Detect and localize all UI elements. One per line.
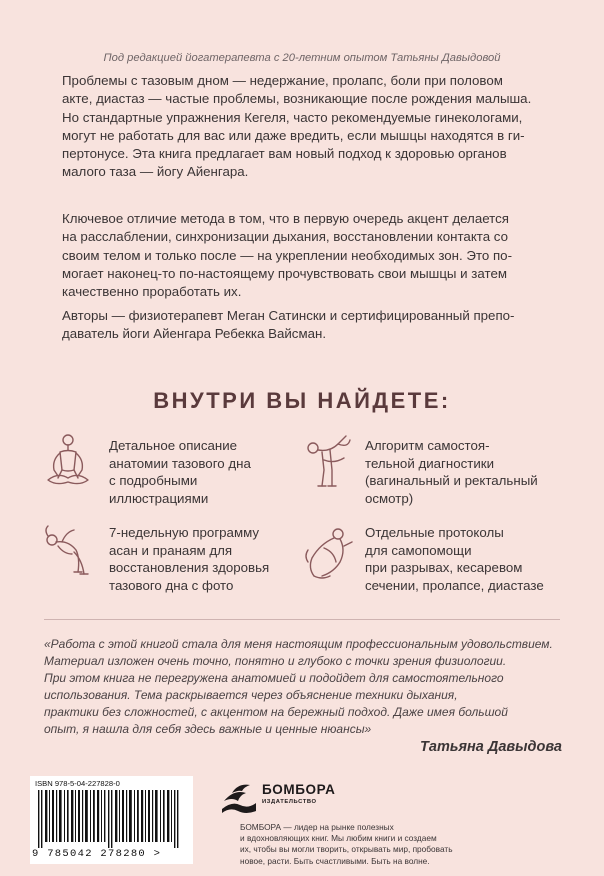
publisher-name: БОМБОРА: [262, 782, 336, 797]
method-paragraph: [62, 210, 562, 301]
editor-note: Под редакцией йогатерапевта с 20-летним опытом Татьяны Давыдовой: [103, 52, 501, 64]
text-line: пертонусе. Эта книга предлагает вам новый подход к здоровью органов: [62, 146, 507, 162]
text-line: и вдохновляющих книг. Мы любим книги и создаем: [240, 833, 437, 844]
authors-paragraph: [62, 307, 562, 344]
text-line: 7-недельную программу: [109, 525, 260, 540]
yoga-arm-balance-pose-icon: [300, 430, 356, 494]
barcode-bars: [38, 790, 186, 848]
text-line: При этом книга не перегружена анатомией и подойдет для самостоятельного: [44, 671, 504, 685]
text-line: могут не работать для вас или даже вредить, если мышцы находятся в ги-: [62, 127, 525, 143]
text-line: тазового дна с фото: [109, 578, 234, 594]
yoga-bow-pose-icon: [300, 522, 356, 586]
text-line: Авторы — физиотерапевт Меган Сатински и сертифицированный препо-: [62, 308, 515, 323]
text-line: Алгоритм самостоя-: [365, 438, 490, 453]
barcode-digits: 9 785042 278280 >: [32, 848, 162, 860]
barcode: [30, 776, 193, 864]
text-line: БОМБОРА — лидер на рынке полезных: [240, 822, 394, 832]
yoga-backbend-pose-icon: [38, 522, 94, 586]
text-line: анатомии тазового дна: [109, 455, 251, 471]
features-heading: ВНУТРИ ВЫ НАЙДЕТЕ:: [153, 388, 451, 413]
text-line: иллюстрациями: [109, 491, 209, 507]
text-line: асан и пранаям для: [109, 542, 233, 558]
intro-paragraph: [62, 72, 562, 182]
text-line: Детальное описание: [109, 438, 238, 453]
text-line: при разрывах, кесаревом: [365, 560, 523, 576]
text-line: практики без сложностей, с акцентом на бережный подход. Даже имея большой: [44, 705, 508, 719]
feature-protocols: [365, 524, 544, 595]
text-line: восстановления здоровья: [109, 560, 270, 576]
publisher-blurb: [240, 822, 560, 867]
text-line: новое, расти. Быть счастливыми. Быть на волне.: [240, 855, 430, 866]
text-line: сечении, пролапсе, диастазе: [365, 578, 544, 594]
text-line: Отдельные протоколы: [365, 525, 504, 540]
text-line: малого таза — йогу Айенгара.: [62, 164, 249, 180]
feature-anatomy: [109, 437, 251, 508]
feature-program: [109, 524, 269, 595]
yoga-lotus-pose-icon: [40, 430, 96, 494]
text-line: на расслаблении, синхронизации дыхания, восстановлении контакта со: [62, 229, 509, 245]
text-line: своим телом и только после — на укреплении необходимых зон. Это по-: [62, 247, 513, 263]
testimonial-quote: [44, 636, 562, 738]
text-line: «Работа с этой книгой стала для меня настоящим профессиональным удовольствием.: [44, 637, 553, 651]
text-line: Проблемы с тазовым дном — недержание, пролапс, боли при половом: [62, 73, 503, 88]
isbn-label: ISBN 978-5-04-227828-0: [35, 779, 120, 788]
text-line: для самопомощи: [365, 542, 472, 558]
text-line: могает наконец-то по-настоящему прочувствовать свои мышцы и затем: [62, 265, 507, 281]
text-line: Ключевое отличие метода в том, что в первую очередь акцент делается: [62, 211, 509, 226]
divider: [44, 619, 560, 620]
publisher-subname: ИЗДАТЕЛЬСТВО: [262, 799, 317, 805]
text-line: Но стандартные упражнения Кегеля, часто рекомендуемые гинекологами,: [62, 109, 523, 125]
text-line: акте, диастаз — частые проблемы, возникающие после рождения малыша.: [62, 91, 532, 107]
text-line: с подробными: [109, 473, 198, 489]
publisher-logo-icon: [218, 779, 258, 815]
text-line: даватель йоги Айенгара Ребекка Вайсман.: [62, 326, 327, 342]
text-line: качественно проработать их.: [62, 284, 242, 300]
text-line: опыт, я нашла для себя здесь важные и ценные нюансы»: [44, 722, 372, 736]
text-line: Материал изложен очень точно, понятно и глубоко с точки зрения физиологии.: [44, 654, 507, 668]
text-line: тельной диагностики: [365, 455, 495, 471]
text-line: осмотр): [365, 491, 414, 507]
feature-diagnostics: [365, 437, 538, 508]
text-line: их, чтобы вы могли творить, открывать мир, пробовать: [240, 844, 453, 855]
text-line: использования. Тема раскрывается через объяснение техники дыхания,: [44, 688, 458, 702]
text-line: (вагинальный и ректальный: [365, 473, 538, 489]
quote-author: Татьяна Давыдова: [420, 739, 562, 755]
